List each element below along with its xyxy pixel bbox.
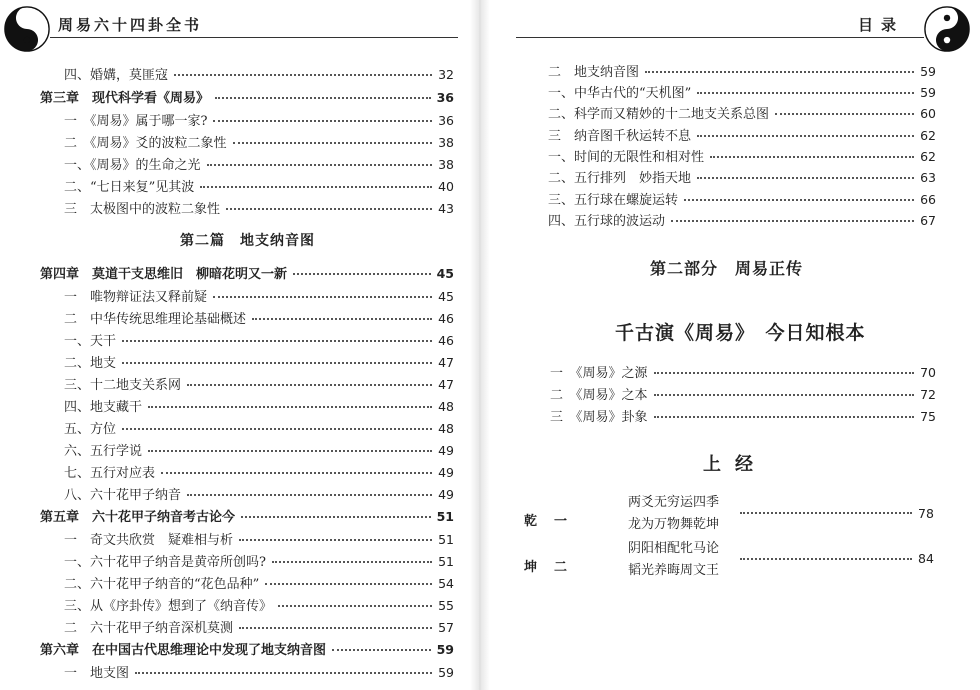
toc-entry[interactable]: 一 地支图 59 (64, 665, 454, 681)
gua-label[interactable]: 乾 一 (524, 514, 568, 529)
gua-verse: 两爻无穷运四季 龙为万物舞乾坤 (628, 495, 720, 532)
page-number: 84 (918, 551, 934, 566)
toc-chapter[interactable]: 第六章 在中国古代思维理论中发现了地支纳音图 59 (40, 642, 454, 658)
toc-entry[interactable]: 一 《周易》之源 70 (550, 365, 936, 381)
toc-entry[interactable]: 三 太极图中的波粒二象性 43 (64, 201, 454, 217)
toc-entry[interactable]: 三、十二地支关系网 47 (64, 377, 454, 393)
toc-chapter[interactable]: 第四章 莫道干支思维旧 柳暗花明又一新 45 (40, 266, 454, 282)
running-head: 周易六十四卦全书 (58, 16, 203, 34)
toc-entry[interactable]: 二 中华传统思维理论基础概述 46 (64, 311, 454, 327)
toc-entry[interactable]: 一 奇文共欣赏 疑难相与析 51 (64, 532, 454, 548)
toc-entry[interactable]: 二、“七日来复”见其波 40 (64, 179, 454, 195)
toc-entry[interactable]: 二、科学而又精妙的十二地支关系总图 60 (548, 106, 936, 122)
toc-entry[interactable]: 七、五行对应表 49 (64, 465, 454, 481)
toc-entry[interactable]: 一、《周易》的生命之光 38 (64, 157, 454, 173)
toc-entry[interactable]: 一、六十花甲子纳音是黄帝所创吗? 51 (64, 554, 454, 570)
toc-entry[interactable]: 二 《周易》之本 72 (550, 387, 936, 403)
toc-entry[interactable]: 三、五行球在螺旋运转 66 (548, 192, 936, 208)
toc-entry[interactable]: 一、天干 46 (64, 333, 454, 349)
header-rule (50, 37, 458, 38)
toc-entry[interactable]: 四、五行球的波运动 67 (548, 213, 936, 229)
toc-chapter[interactable]: 第五章 六十花甲子纳音考古论今 51 (40, 509, 454, 525)
toc-entry[interactable]: 三、从《序卦传》想到了《纳音传》 55 (64, 598, 454, 614)
toc-entry[interactable]: 一 唯物辩证法又释前疑 45 (64, 289, 454, 305)
dot-leader (740, 512, 912, 514)
toc-entry[interactable]: 二、六十花甲子纳音的“花色品种” 54 (64, 576, 454, 592)
gua-verse: 阴阳相配牝马论 韬光养晦周文王 (628, 541, 720, 578)
toc-entry[interactable]: 一、中华古代的“天机图” 59 (548, 85, 936, 101)
taiji-icon (924, 6, 970, 52)
toc-chapter[interactable]: 第三章 现代科学看《周易》 36 (40, 90, 454, 106)
right-page (490, 0, 980, 690)
major-title: 千古演《周易》 今日知根本 (615, 322, 866, 344)
toc-entry[interactable]: 四、婚媾，莫匪寇 32 (64, 67, 454, 83)
left-page (0, 0, 470, 690)
part-heading: 第二部分 周易正传 (650, 259, 804, 278)
toc-entry[interactable]: 八、六十花甲子纳音 49 (64, 487, 454, 503)
toc-entry[interactable]: 二 地支纳音图 59 (548, 64, 936, 80)
upper-canon-heading: 上经 (703, 454, 767, 475)
toc-entry[interactable]: 二 六十花甲子纳音深机莫测 57 (64, 620, 454, 636)
toc-entry[interactable]: 五、方位 48 (64, 421, 454, 437)
toc-entry[interactable]: 一 《周易》属于哪一家? 36 (64, 113, 454, 129)
gua-label[interactable]: 坤 二 (524, 560, 568, 575)
section-heading: 第二篇 地支纳音图 (180, 233, 315, 249)
page-gutter (470, 0, 490, 690)
toc-entry[interactable]: 三 《周易》卦象 75 (550, 409, 936, 425)
toc-entry[interactable]: 一、时间的无限性和相对性 62 (548, 149, 936, 165)
toc-entry[interactable]: 三 纳音图千秋运转不息 62 (548, 128, 936, 144)
taiji-icon (4, 6, 50, 52)
toc-entry[interactable]: 二 《周易》爻的波粒二象性 38 (64, 135, 454, 151)
toc-entry[interactable]: 六、五行学说 49 (64, 443, 454, 459)
page-number: 78 (918, 506, 934, 521)
toc-entry[interactable]: 四、地支藏干 48 (64, 399, 454, 415)
toc-entry[interactable]: 二、地支 47 (64, 355, 454, 371)
toc-entry[interactable]: 二、五行排列 妙指天地 63 (548, 170, 936, 186)
running-head: 目录 (858, 16, 905, 34)
header-rule (516, 37, 924, 38)
dot-leader (740, 558, 912, 560)
